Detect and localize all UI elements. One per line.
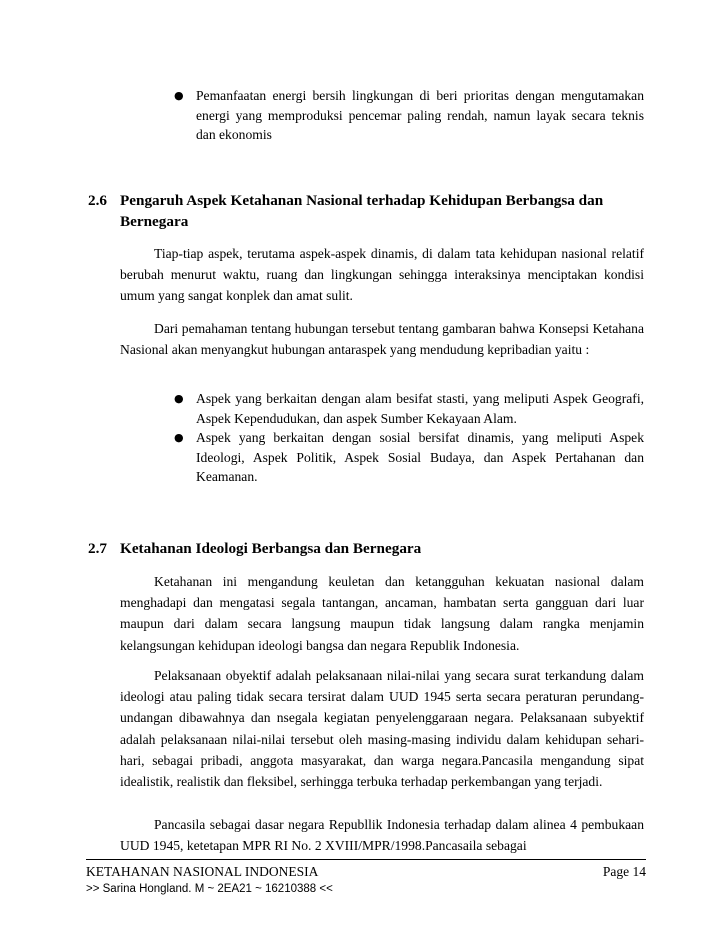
paragraph: Dari pemahaman tentang hubungan tersebut tentang gambaran bahwa Konsepsi Ketahana Nasional akan menyangkut hubungan antaraspek yang mendudung kepribadian yaitu : [120, 321, 644, 358]
paragraph: Pelaksanaan obyektif adalah pelaksanaan nilai-nilai yang secara surat terkandung dalam ideologi atau paling tidak secara tersirat dalam UUD 1945 serta secara peraturan perundang-undangan dibawahnya dan nsegala kegiatan penyelenggaraan negara. Pelaksanaan subyektif adalah pelaksanaan nilai-nilai tersebut oleh masing-masing individu dalam kehidupan sehari-hari, sebagai pribadi, anggota masyarakat, dan warga negara.Pancasila mengandung sipat idealistik, realistik dan fleksibel, serhingga terbuka terhadap perkembangan yang terjadi. [120, 668, 644, 790]
top-bullet-list [172, 86, 644, 145]
section-number: 2.7 [88, 540, 107, 557]
footer-divider [86, 859, 646, 860]
section-title: Ketahanan Ideologi Berbangsa dan Bernegara [120, 540, 422, 557]
section-title: Pengaruh Aspek Ketahanan Nasional terhadap Kehidupan Berbangsa dan Bernegara [120, 192, 604, 230]
bullet-item: ● Aspek yang berkaitan dengan sosial bersifat dinamis, yang meliputi Aspek Ideologi, Aspek Politik, Aspek Sosial Budaya, dan Aspek Pertahanan dan Keamanan. [172, 428, 644, 487]
paragraph: Pancasila sebagai dasar negara Republlik Indonesia terhadap dalam alinea 4 pembukaan UUD 1945, ketetapan MPR RI No. 2 XVIII/MPR/1998.Pancasaila sebagai [120, 817, 644, 854]
bullet-item: ● Pemanfaatan energi bersih lingkungan di beri prioritas dengan mengutamakan energi yang memproduksi pencemar paling rendah, namun layak secara teknis dan ekonomis [172, 86, 644, 145]
footer-author: >> Sarina Hongland. M ~ 2EA21 ~ 16210388 << [86, 883, 333, 895]
page-number: Page 14 [602, 864, 646, 879]
paragraph: Ketahanan ini mengandung keuletan dan ketangguhan kekuatan nasional dalam menghadapi dan mengatasi segala tantangan, ancaman, hambatan serta gangguan dari luar maupun dari dalam secara langsung maupun tidak langsung dalam rangka menjamin kelangsungan kehidupan ideologi bangsa dan negara Republik Indonesia. [120, 574, 644, 653]
aspect-bullet-list [172, 389, 644, 487]
section-heading-2-7 [88, 538, 648, 559]
paragraph: Tiap-tiap aspek, terutama aspek-aspek dinamis, di dalam tata kehidupan nasional relatif berubah menurut waktu, ruang dan lingkungan sehingga interaksinya menciptakan kondisi umum yang sangat konplek dan amat sulit. [120, 246, 644, 304]
section-heading-2-6 [88, 190, 648, 232]
footer-title: KETAHANAN NASIONAL INDONESIA [86, 864, 319, 879]
section-number: 2.6 [88, 192, 107, 209]
bullet-item: ● Aspek yang berkaitan dengan alam besifat stasti, yang meliputi Aspek Geografi, Aspek Kependudukan, dan aspek Sumber Kekayaan Alam. [172, 389, 644, 428]
